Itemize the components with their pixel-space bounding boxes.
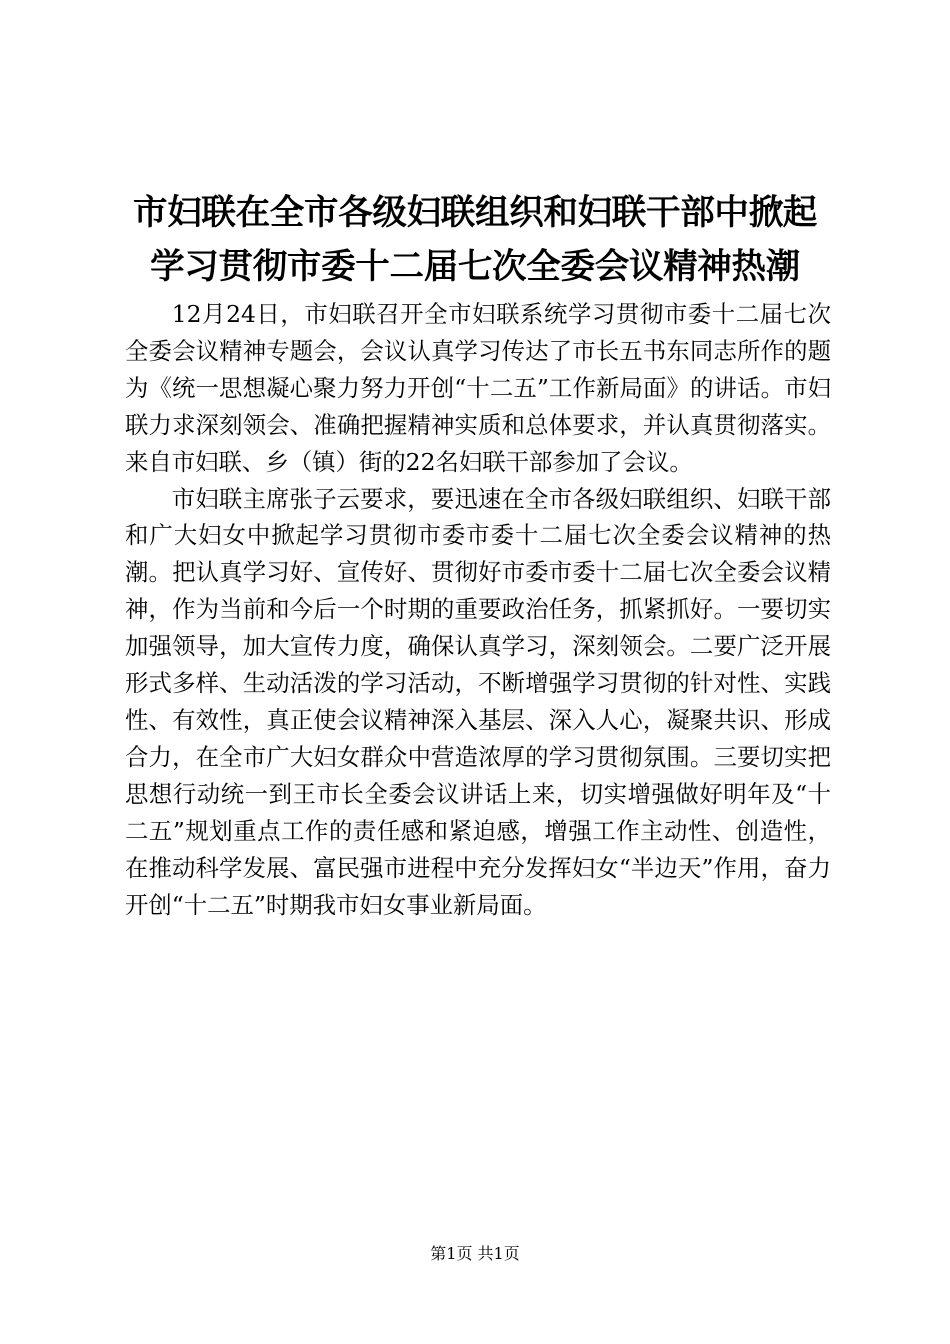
paragraph-1: 12月24日，市妇联召开全市妇联系统学习贯彻市委十二届七次全委会议精神专题会，会议认真学习传达了市长五书东同志所作的题为《统一思想凝心聚力努力开创“十二五”工作新局面》的讲话。市妇联力求深刻领会、准确把握精神实质和总体要求，并认真贯彻落实。来自市妇联、乡（镇）街的22名妇联干部参加了会议。 — [125, 300, 831, 476]
paragraph-2: 市妇联主席张子云要求，要迅速在全市各级妇联组织、妇联干部和广大妇女中掀起学习贯彻市委市委十二届七次全委会议精神的热潮。把认真学习好、宣传好、贯彻好市委市委十二届七次全委会议精神，作为当前和今后一个时期的重要政治任务，抓紧抓好。一要切实加强领导，加大宣传力度，确保认真学习，深刻领会。二要广泛开展形式多样、生动活泼的学习活动，不断增强学习贯彻的针对性、实践性、有效性，真正使会议精神深入基层、深入人心，凝聚共识、形成合力，在全市广大妇女群众中营造浓厚的学习贯彻氛围。三要切实把思想行动统一到王市长全委会议讲话上来，切实增强做好明年及“十二五”规划重点工作的责任感和紧迫感，增强工作主动性、创造性，在推动科学发展、富民强市进程中充分发挥妇女“半边天”作用，奋力开创“十二五”时期我市妇女事业新局面。 — [125, 484, 831, 919]
title-line-2: 学习贯彻市委十二届七次全委会议精神热潮 — [150, 247, 800, 287]
document-body — [125, 296, 831, 923]
page-footer: 第1页 共1页 — [430, 1244, 520, 1263]
document-title — [110, 186, 840, 294]
title-line-1: 市妇联在全市各级妇联组织和妇联干部中掀起 — [133, 193, 817, 233]
